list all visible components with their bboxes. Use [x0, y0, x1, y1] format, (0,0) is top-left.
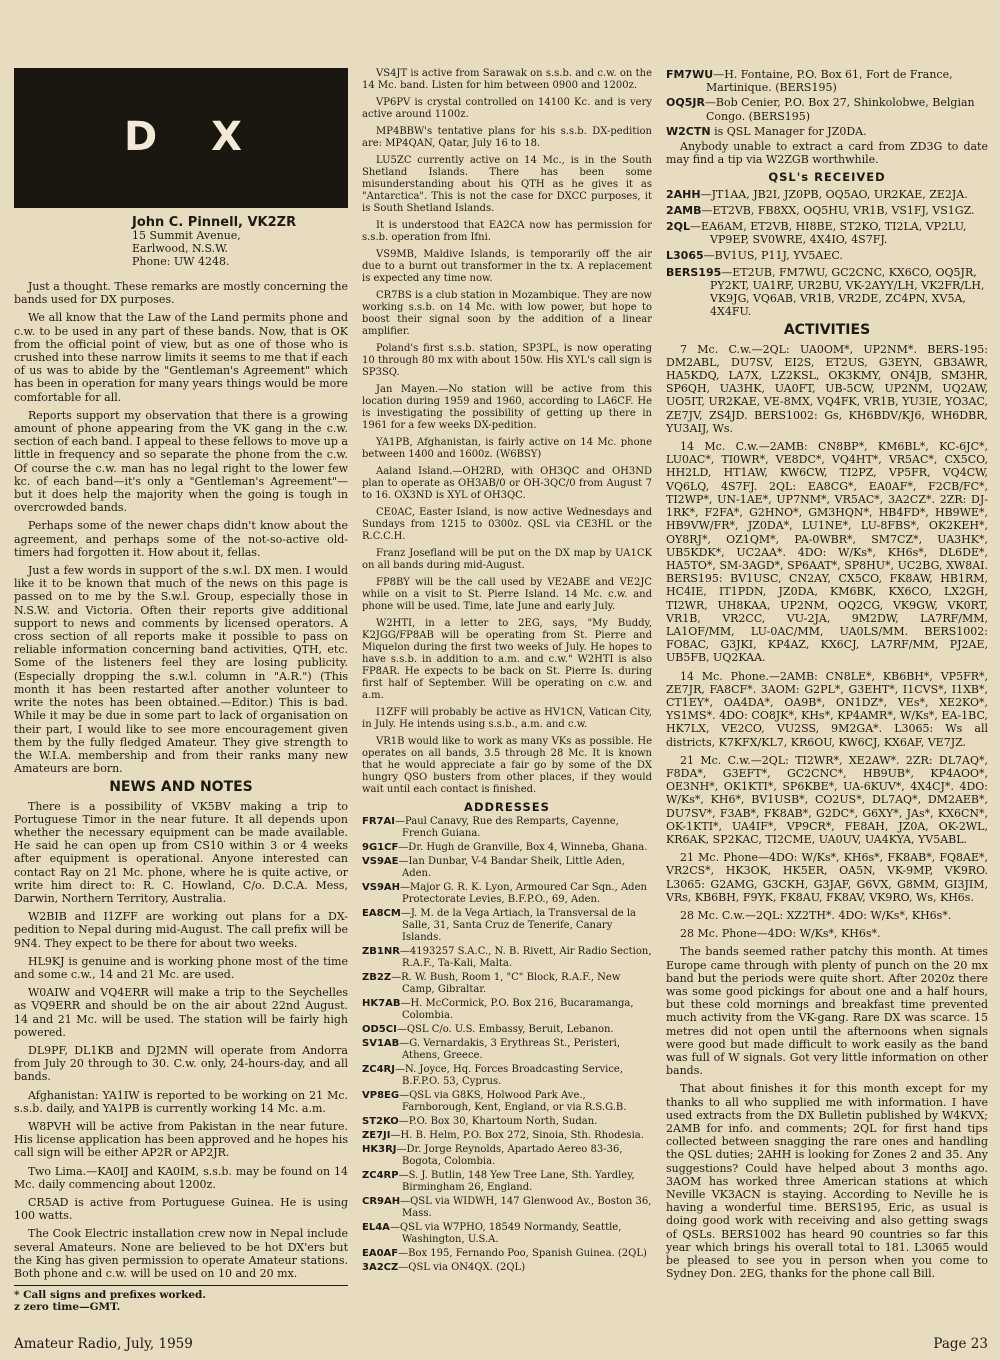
- news-paragraph: W8PVH will be active from Pakistan in the near future. His license application has been approved and he hopes his call sign will be either AP2R or AP2JR.: [14, 1119, 348, 1160]
- address-entry: [362, 1170, 652, 1194]
- news-heading: NEWS AND NOTES: [109, 779, 253, 796]
- news-paragraph: Afghanistan: YA1IW is reported to be working on 21 Mc. s.s.b. daily, and YA1PB is currently working 14 Mc. a.m.: [14, 1088, 348, 1115]
- address-entry-text: —H. Fontaine, P.O. Box 61, Fort de France, Martinique. (BERS195): [706, 68, 953, 95]
- dx-news-paragraph: It is understood that EA2CA now has permission for s.s.b. operation from Ifni.: [362, 220, 652, 243]
- address-entry-call: HK3RJ: [362, 1144, 397, 1155]
- footnotes: [14, 1285, 348, 1313]
- dx-news-paragraph: VP6PV is crystal controlled on 14100 Kc. and is very active around 1100z.: [362, 97, 652, 120]
- address-entry: [666, 68, 988, 94]
- activity-paragraph: 21 Mc. C.w.—2QL: TI2WR*, XE2AW*. 2ZR: DL7AQ*, F8DA*, G3EFT*, GC2CNC*, HB9UB*, KP4AOO*, OE3NH*, OK1KTI*, SP6KBE*, UA-6KUV*, 4X4CJ*. 4DO: W/Ks*, KH6*, BV1USB*, CO2US*, DL7AQ*, DM2AEB*, DU7SV*, F3AB*, FK8AB*, G2DC*, G6XY*, JAs*, KX6CN*, OK-1KTI*, UA4IF*, VP9CR*, FE8AH, JZ0A, OK-2WL, KR6AK, SP2KAC, TI2CME, UA0UV, UA4KYA, YV5ABL.: [666, 753, 988, 846]
- address-entry-call: ST2KO: [362, 1116, 399, 1127]
- address-entry-text: —Paul Canavy, Rue des Remparts, Cayenne, French Guiana.: [394, 816, 619, 839]
- qsl-entry-text: —JT1AA, JB2I, JZ0PB, OQ5AO, UR2KAE, ZE2JA.: [700, 187, 968, 201]
- intro-paragraph: Just a few words in support of the s.w.l. DX men. I would like it to be known that much of the news on this page is passed on to me by the S.w.l. Group, especially those in N.S.W. and Victoria. Often their reports give additional support to news and comments by licensed operators. A cross section of all reports make it possible to pass on reliable information concerning band activities, QTH, etc. Some of the listeners feel they are losing publicity. (Especially dropping the s.w.l. column in "A.R.") (This month it has been restarted after another volunteer to write the notes has been obtained.—Editor.) This is bad. While it may be due in some part to lack of organisation on their part, I would like to see more encouragement given them by the fully fledged Amateur. They give strength to the W.I.A. membership and from their ranks many new Amateurs are born.: [14, 564, 348, 776]
- address-entry: [362, 908, 652, 944]
- address-entry-call: VP8EG: [362, 1090, 400, 1101]
- address-entry: [362, 1024, 652, 1036]
- address-entry: [666, 125, 988, 138]
- qsl-entry: [666, 188, 988, 201]
- qsl-entry-call: BERS195: [666, 265, 722, 279]
- qsl-heading: QSL's RECEIVED: [768, 170, 886, 185]
- address-entry-text: —4193257 S.A.C., N. B. Rivett, Air Radio Section, R.A.F., Ta-Kali, Malta.: [399, 946, 652, 969]
- intro-paragraph: Just a thought. These remarks are mostly concerning the bands used for DX purposes.: [14, 280, 348, 307]
- address-entry: [362, 816, 652, 840]
- dx-news-paragraph: VS9MB, Maldive Islands, is temporarily off the air due to a burnt out transformer in the tx. A replacement is expected any time now.: [362, 249, 652, 284]
- address-entry-call: CR9AH: [362, 1196, 401, 1207]
- qsl-list: [666, 188, 988, 319]
- closing-paragraph: That about finishes it for this month except for my thanks to all who supplied me with information. I have used extracts from the DX Bulletin published by W4KVX; 2AMB for info. and comments; 2QL for first hand tips collected between snagging the rare ones and handling the QSL duties; 2AHH is looking for Zones 2 and 35. Any suggestions? Could have helped about 3 months ago. 3AOM has worked three American stations at which Neville VK3ACN is staying. According to Neville he is having a wonderful time. BERS195, Eric, as usual is doing good work with receiving and also getting swags of QSLs. BERS1002 has heard 90 countries so far this year which brings his overall total to 181. L3065 would be pleased to see you in person when you come to Sydney Don. 2EG, thanks for the phone call Bill.: [666, 1082, 988, 1281]
- address-list: [362, 816, 652, 1274]
- qsl-entry-call: 2AMB: [666, 203, 702, 217]
- address-entry: [362, 1090, 652, 1114]
- address-entry-call: VS9AE: [362, 856, 399, 867]
- news-paragraph: W2BIB and I1ZFF are working out plans for a DX-pedition to Nepal during mid-August. The call prefix will be 9N4. They expect to be there for about two weeks.: [14, 910, 348, 950]
- activities-heading: ACTIVITIES: [783, 322, 871, 339]
- address-entry-text: —Major G. R. K. Lyon, Armoured Car Sqn., Aden Protectorate Levies, B.F.P.O., 69, Aden.: [400, 882, 647, 905]
- qsl-entry-text: —ET2UB, FM7WU, GC2CNC, KX6CO, OQ5JR, PY2KT, UA1RF, UR2BU, VK-2AYY/LH, VK2FR/LH, VK9JG, VQ6AB, VR1B, VR2DE, ZC4PN, XV5A, 4X4FU.: [710, 265, 985, 319]
- address-entry-text: —QSL via G8KS, Holwood Park Ave., Farnborough, Kent, England, or via R.S.G.B.: [399, 1090, 627, 1113]
- dx-news-paragraph: CE0AC, Easter Island, is now active Wednesdays and Sundays from 1215 to 0300z. QSL via CE3HL or the R.C.C.H.: [362, 507, 652, 542]
- closing-remarks: [666, 945, 988, 1280]
- address-entry-text: —QSL via WIDWH, 147 Glenwood Av., Boston 36, Mass.: [400, 1196, 652, 1219]
- address-entry-text: —Dr. Jorge Reynolds, Apartado Aereo 83-36, Bogota, Colombia.: [396, 1144, 623, 1167]
- address-entry-text: —Box 195, Fernando Poo, Spanish Guinea. (2QL): [398, 1248, 647, 1259]
- address-entry-text: —QSL C/o. U.S. Embassy, Beruit, Lebanon.: [396, 1024, 614, 1035]
- news-paragraph: DL9PF, DL1KB and DJ2MN will operate from Andorra from July 20 through to 30. C.w. only, 24-hours-day, and all bands.: [14, 1043, 348, 1084]
- address-entry-call: EA8CM: [362, 908, 401, 919]
- dx-news-paragraph: Poland's first s.s.b. station, SP3PL, is now operating 10 through 80 mx with about 150w. His XYL's call sign is SP3SQ.: [362, 343, 652, 378]
- address-entry: [362, 1196, 652, 1220]
- intro-paragraph: We all know that the Law of the Land permits phone and c.w. to be used in any part of these bands. Now, that is OK from the official point of view, but as one of those who is crushed into these narrow limits it seems to me that if each of us was to abide by the "Gentleman's Agreement" which has been in operation for many years things would be more comfortable for all.: [14, 311, 348, 404]
- address-entry-call: FM7WU: [666, 68, 714, 81]
- activity-paragraph: 21 Mc. Phone—4DO: W/Ks*, KH6s*, FK8AB*, FQ8AE*, VR2CS*, HK3OK, HK5ER, OA5N, VK-9MP, VK9RO. L3065: G2AMG, G3CKH, G3JAF, G6VX, G8MM, GI3JIM, VRs, KB6BH, F9YK, FK8AU, FK8AV, VK9RO, Ws, KH6s.: [666, 851, 988, 904]
- address-entry: [362, 1064, 652, 1088]
- column-2: [362, 68, 652, 1330]
- addresses-heading: ADDRESSES: [464, 800, 550, 814]
- address-entry: [362, 1116, 652, 1128]
- qsl-entry-text: —ET2VB, FB8XX, OQ5HU, VR1B, VS1FJ, VS1GZ.: [701, 203, 975, 217]
- activities-list: [666, 343, 988, 941]
- address-entry-call: VS9AH: [362, 882, 401, 893]
- address-entry-text: —H. McCormick, P.O. Box 216, Bucaramanga, Colombia.: [400, 998, 634, 1021]
- footer-page-number: Page 23: [933, 1336, 988, 1352]
- qsl-entry: [666, 249, 988, 262]
- news-paragraph: There is a possibility of VK5BV making a trip to Portuguese Timor in the near future. It all depends upon whether the necessary equipment can be made available. He said he can open up from CS10 within 3 or 4 weeks after equipment is operational. Anyone interested can contact Ray on 21 Mc. phone, where he is quite active, or write him direct to: R. C. Howland, C/o. D.C.A. Mess, Darwin, Northern Territory, Australia.: [14, 799, 348, 905]
- dx-news-paragraph: Aaland Island.—OH2RD, with OH3QC and OH3ND plan to operate as OH3AB/0 or OH-3QC/0 from August 7 to 16. OX3ND is XYL of OH3QC.: [362, 466, 652, 501]
- activity-paragraph: 28 Mc. C.w.—2QL: XZ2TH*. 4DO: W/Ks*, KH6s*.: [680, 908, 952, 922]
- address-entry-text: —QSL via W7PHO, 18549 Normandy, Seattle, Washington, U.S.A.: [389, 1222, 622, 1245]
- address-entry-call: FR7AI: [362, 816, 395, 827]
- address-entry-text: —S. J. Butlin, 148 Yew Tree Lane, Sth. Yardley, Birmingham 26, England.: [398, 1170, 635, 1193]
- column-3: [666, 68, 988, 1330]
- address-entry-text: —G. Vernardakis, 3 Erythreas St., Peristeri, Athens, Greece.: [399, 1038, 621, 1061]
- activity-paragraph: 28 Mc. Phone—4DO: W/Ks*, KH6s*.: [680, 927, 881, 941]
- dx-news-paragraph: CR7BS is a club station in Mozambique. They are now working s.s.b. on 14 Mc. with low power, but hope to boost their signal soon by the addition of a linear amplifier.: [362, 290, 652, 337]
- address-entry: [362, 856, 652, 880]
- zd3g-note: Anybody unable to extract a card from ZD3G to date may find a tip via W2ZGB worthwhile.: [666, 140, 988, 167]
- dx-news-paragraph: Jan Mayen.—No station will be active from this location during 1959 and 1960, according to LA6CF. He is investigating the possibility of getting up there in 1961 for a few weeks DX-pedition.: [362, 384, 652, 431]
- address-entry-text: is QSL Manager for JZ0DA.: [710, 124, 867, 138]
- address-entry-text: —J. M. de la Vega Artiach, la Transversal de la Salle, 31, Santa Cruz de Tenerife, Canary Islands.: [400, 908, 636, 943]
- footnote-callsigns: * Call signs and prefixes worked.: [14, 1289, 207, 1302]
- qsl-entry: [666, 266, 988, 319]
- address-entry-call: HK7AB: [362, 998, 401, 1009]
- address-entry: [362, 1038, 652, 1062]
- address-entry-text: —Ian Dunbar, V-4 Bandar Sheik, Little Aden, Aden.: [398, 856, 625, 879]
- address-entry-call: ZC4RP: [362, 1170, 399, 1181]
- address-entry-call: 3A2CZ: [362, 1262, 399, 1273]
- qsl-entry-call: 2AHH: [666, 187, 701, 201]
- dx-news-paragraph: MP4BBW's tentative plans for his s.s.b. DX-pedition are: MP4QAN, Qatar, July 16 to 18.: [362, 126, 652, 149]
- news-paragraph: HL9KJ is genuine and is working phone most of the time and some c.w., 14 and 21 Mc. are used.: [14, 954, 348, 981]
- address-entry-call: EL4A: [362, 1222, 390, 1233]
- author-name: John C. Pinnell, VK2ZR: [132, 215, 297, 230]
- intro-paragraph: Reports support my observation that there is a growing amount of phone appearing from the VK gang in the c.w. section of each band. I appeal to these fellows to move up a little in frequency and so separate the phone from the c.w. Of course the c.w. man has no legal right to the lower few kc. of each band—it's only a "Gentleman's Agreement"—but it does help the majority when the going is tough in overcrowded bands.: [14, 408, 348, 515]
- dx-news-paragraph: Franz Josefland will be put on the DX map by UA1CK on all bands during mid-August.: [362, 548, 652, 571]
- author-address-line-2: Earlwood, N.S.W.: [132, 242, 228, 255]
- qsl-entry: [666, 220, 988, 246]
- activity-paragraph: 14 Mc. C.w.—2AMB: CN8BP*, KM6BL*, KC-6JC*, LU0AC*, TI0WR*, VE8DC*, VQ4HT*, VR5AC*, CX5CO, HH2LD, HT1AW, KW6CW, TI2PZ, VP5FR, VQ4CW, VQ6LQ, 4S7FJ. 2QL: EA8CG*, EA0AF*, F2CB/FC*, TI2WP*, UN-1AE*, UP7NM*, VR5AC*, 3A2CZ*. 2ZR: DJ-1RK*, F2FA*, G2HNO*, GM3HQN*, HB4FD*, HB9WE*, HB9VW/FR*, JZ0DA*, LU1NE*, LU-8FBS*, OK2KEH*, OY8RJ*, OZ1QM*, PA-0WBR*, SM7CZ*, UA3HK*, UB5KDK*, UC2AA*. 4DO: W/Ks*, KH6s*, DL6DE*, HA5TO*, SM-3AGD*, SP6AAT*, SP8HU*, UC2BG, XW8AI. BERS195: BV1USC, CN2AY, CX5CO, FK8AW, HB1RM, HC4IE, IT1PDN, JZ0DA, KM6BK, KX6CO, LX2GH, TI2WR, UH8KAA, UP2NM, OQ2CG, VK9GW, VK0RT, VR1B, VR2CC, VU-2JA, 9M2DW, LA7RF/MM, LA1OF/MM, LU-0AC/MM, UA0LS/MM. BERS1002: FO8AC, G3JKI, KP4AZ, KX6CJ, LA7RF/MM, PJ2AE, UB5FB, UQ2KAA.: [666, 440, 988, 665]
- author-address-line-1: 15 Summit Avenue,: [132, 229, 241, 242]
- address-entry: [362, 882, 652, 906]
- address-entry: [362, 842, 652, 854]
- address-entry: [362, 972, 652, 996]
- dx-news-paragraph: W2HTI, in a letter to 2EG, says, "My Buddy, K2JGG/FP8AB will be operating from St. Pierre and Miquelon during the first two weeks of July. He hopes to have s.s.b. in addition to a.m. and c.w." W2HTI is also FP8AR. He expects to be back on St. Pierre Is. during first half of September. Will be operating on c.w. and a.m.: [362, 618, 652, 701]
- qsl-entry-call: L3065: [666, 249, 704, 263]
- address-entry: [362, 1248, 652, 1260]
- address-entry-call: SV1AB: [362, 1038, 400, 1049]
- qsl-entry: [666, 204, 988, 217]
- address-entry-call: 9G1CF: [362, 842, 399, 853]
- address-entry: [362, 1262, 652, 1274]
- address-entry: [362, 1130, 652, 1142]
- footnote-zero-time: z zero time—GMT.: [14, 1301, 121, 1314]
- intro-text: [14, 280, 348, 775]
- address-entry-text: —P.O. Box 30, Khartoum North, Sudan.: [398, 1116, 598, 1127]
- address-entry: [362, 1144, 652, 1168]
- address-entry-call: EA0AF: [362, 1248, 399, 1259]
- dx-news-paragraph: FP8BY will be the call used by VE2ABE and VE2JC while on a visit to St. Pierre Island. 14 Mc. c.w. and phone will be used. Time, late June and early July.: [362, 577, 652, 612]
- address-entry: [362, 1222, 652, 1246]
- address-entry-text: —QSL via ON4QX. (2QL): [398, 1262, 526, 1273]
- qsl-entry-call: 2QL: [666, 220, 691, 234]
- news-paragraph: W0AIW and VQ4ERR will make a trip to the Seychelles as VQ9ERR and should be on the air about 22nd August. 14 and 21 Mc. will be used. The station will be fairly high powered.: [14, 986, 348, 1039]
- address-entry-text: —Dr. Hugh de Granville, Box 4, Winneba, Ghana.: [398, 842, 648, 853]
- activity-paragraph: 7 Mc. C.w.—2QL: UA0OM*, UP2NM*. BERS-195: DM2ABL, DU7SV, EI2S, ET2US, G3EYN, GB3AWR, HA5KDQ, LA7X, LZ2KSL, OK3KMY, ON4JB, SM3HR, SP6QH, UA3HK, UA0FT, UB-5CW, UP2NM, UQ2AW, UO5IT, UR2KAE, VE-8MX, VQ4FK, VR1B, YU3IE, YO3AC, ZE7JV, ZS4JD. BERS1002: Gs, KH6BDV/KJ6, WH6DBR, YU3AIJ, Ws.: [666, 342, 988, 435]
- address-entry-text: —H. B. Helm, P.O. Box 272, Sinoia, Sth. Rhodesia.: [390, 1130, 644, 1141]
- author-block: [14, 216, 348, 268]
- address-entry-call: ZE7JI: [362, 1130, 391, 1141]
- address-entry-text: —R. W. Bush, Room 1, "C" Block, R.A.F., New Camp, Gibraltar.: [391, 972, 621, 995]
- address-list-continued: [666, 68, 988, 138]
- dx-banner: D X: [14, 68, 348, 208]
- activity-paragraph: 14 Mc. Phone.—2AMB: CN8LE*, KB6BH*, VP5FR*, ZE7JR, FA8CF*. 3AOM: G2PL*, G3EHT*, I1CVS*, I1XB*, CT1EY*, OA4DA*, OA9B*, ON1DZ*, VEs*, XE2KO*, YS1MS*. 4DO: CO8JK*, KHs*, KP4AMR*, W/Ks*, EA-1BC, HK7LX, VE2CO, VU2SS, 9M2GA*. L3065: Ws all districts, K7KFX/KL7, KR6OU, KW6CJ, KX6AF, VE7JZ.: [666, 669, 988, 749]
- address-entry-call: ZB2Z: [362, 972, 392, 983]
- dx-news-list: [362, 68, 652, 796]
- address-entry-call: ZC4RJ: [362, 1064, 395, 1075]
- intro-paragraph: Perhaps some of the newer chaps didn't know about the agreement, and perhaps some of the not-so-active old-timers had forgotten it. How about it, fellas.: [14, 519, 348, 559]
- dx-news-paragraph: VS4JT is active from Sarawak on s.s.b. and c.w. on the 14 Mc. band. Listen for him between 0900 and 1200z.: [362, 68, 652, 91]
- news-paragraph: Two Lima.—KA0IJ and KA0IM, s.s.b. may be found on 14 Mc. daily commencing about 1200z.: [14, 1164, 348, 1191]
- address-entry-call: OD5CI: [362, 1024, 397, 1035]
- news-list: [14, 800, 348, 1281]
- qsl-entry-text: —EA6AM, ET2VB, HI8BE, ST2KO, TI2LA, VP2LU, VP9EP, SV0WRE, 4X4IO, 4S7FJ.: [690, 220, 967, 247]
- dx-news-paragraph: YA1PB, Afghanistan, is fairly active on 14 Mc. phone between 1400 and 1600z. (W6BSY): [362, 437, 652, 460]
- dx-news-paragraph: LU5ZC currently active on 14 Mc., is in the South Shetland Islands. There has been some misunderstanding about his QTH as he gives it as "Antarctica". This is not the case for DXCC purposes, it is South Shetland Islands.: [362, 155, 652, 214]
- news-paragraph: The Cook Electric installation crew now in Nepal include several Amateurs. None are believed to be hot DX'ers but the King has given permission to operate Amateur stations. Both phone and c.w. will be used on 10 and 20 mx.: [14, 1227, 348, 1281]
- closing-paragraph: The bands seemed rather patchy this month. At times Europe came through with plenty of punch on the 20 mx band but the periods were quite short. After 2020z there was some good pickings for about one and a half hours, but these cold mornings and breakfast time prevented much activity from the VK-gang. Rare DX was scarce. 15 metres did not open until the afternoons when signals were good but made difficult to work easily as the band was full of W signals. Got very little information on other bands.: [666, 945, 988, 1078]
- page-footer: [14, 1336, 988, 1356]
- news-paragraph: CR5AD is active from Portuguese Guinea. He is using 100 watts.: [14, 1196, 348, 1223]
- address-entry-call: OQ5JR: [666, 96, 705, 110]
- footer-publication: Amateur Radio, July, 1959: [14, 1336, 193, 1352]
- address-entry: [666, 96, 988, 122]
- address-entry: [362, 946, 652, 970]
- column-1: [14, 68, 348, 1330]
- address-entry: [362, 998, 652, 1022]
- address-entry-call: W2CTN: [666, 124, 711, 138]
- author-phone: Phone: UW 4248.: [132, 255, 230, 268]
- address-entry-call: ZB1NR: [362, 946, 400, 957]
- address-entry-text: —N. Joyce, Hq. Forces Broadcasting Service, B.F.P.O. 53, Cyprus.: [394, 1064, 624, 1087]
- address-entry-text: —Bob Cenier, P.O. Box 27, Shinkolobwe, Belgian Congo. (BERS195): [704, 96, 975, 123]
- qsl-entry-text: —BV1US, P11J, YV5AEC.: [703, 249, 843, 263]
- dx-news-paragraph: I1ZFF will probably be active as HV1CN, Vatican City, in July. He intends using s.s.b., a.m. and c.w.: [362, 707, 652, 730]
- dx-news-paragraph: VR1B would like to work as many VKs as possible. He operates on all bands, 3.5 through 28 Mc. It is known that he would appreciate a fair go by some of the DX hungry QSO busters from other places, if they would wait until each contact is finished.: [362, 736, 652, 795]
